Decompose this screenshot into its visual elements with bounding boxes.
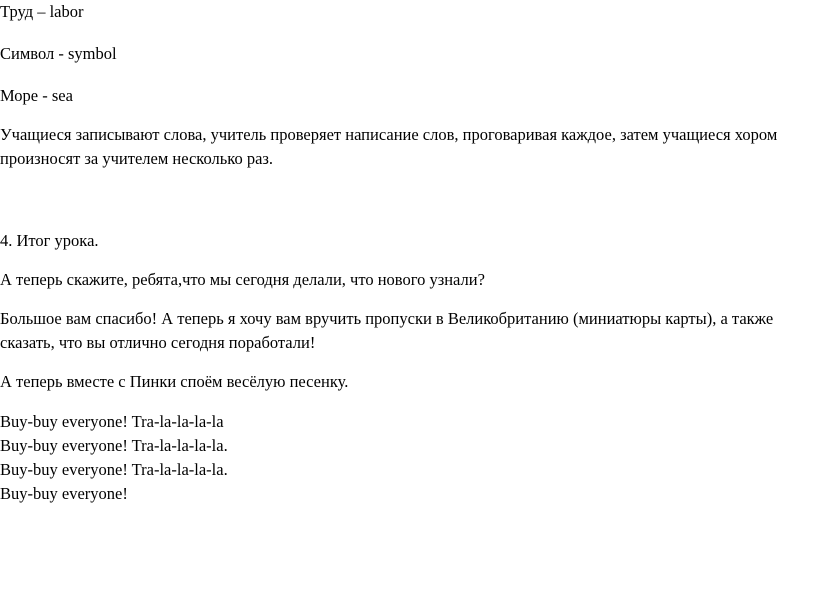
vocab-line-sea: Море - sea [0, 86, 73, 105]
song-line-1: Buy-buy everyone! Tra-la-la-la-la [0, 412, 224, 431]
song-line-3: Buy-buy everyone! Tra-la-la-la-la. [0, 460, 228, 479]
question-paragraph: А теперь скажите, ребята,что мы сегодня делали, что нового узнали? [0, 270, 485, 289]
section-heading: 4. Итог урока. [0, 231, 99, 250]
vocab-line-labor: Труд – labor [0, 2, 84, 21]
vocab-line-symbol: Символ - symbol [0, 44, 117, 63]
song-line-2: Buy-buy everyone! Tra-la-la-la-la. [0, 436, 228, 455]
thanks-paragraph: Большое вам спасибо! А теперь я хочу вам вручить пропуски в Великобританию (миниатюры карты), а также сказать, что вы отлично сегодня поработали! [0, 309, 774, 352]
sing-intro-paragraph: А теперь вместе с Пинки споём весёлую песенку. [0, 372, 349, 391]
song-line-4: Buy-buy everyone! [0, 484, 128, 503]
song-block [0, 410, 228, 506]
instruction-paragraph: Учащиеся записывают слова, учитель проверяет написание слов, проговаривая каждое, затем учащиеся хором произносят за учителем несколько раз. [0, 125, 778, 168]
